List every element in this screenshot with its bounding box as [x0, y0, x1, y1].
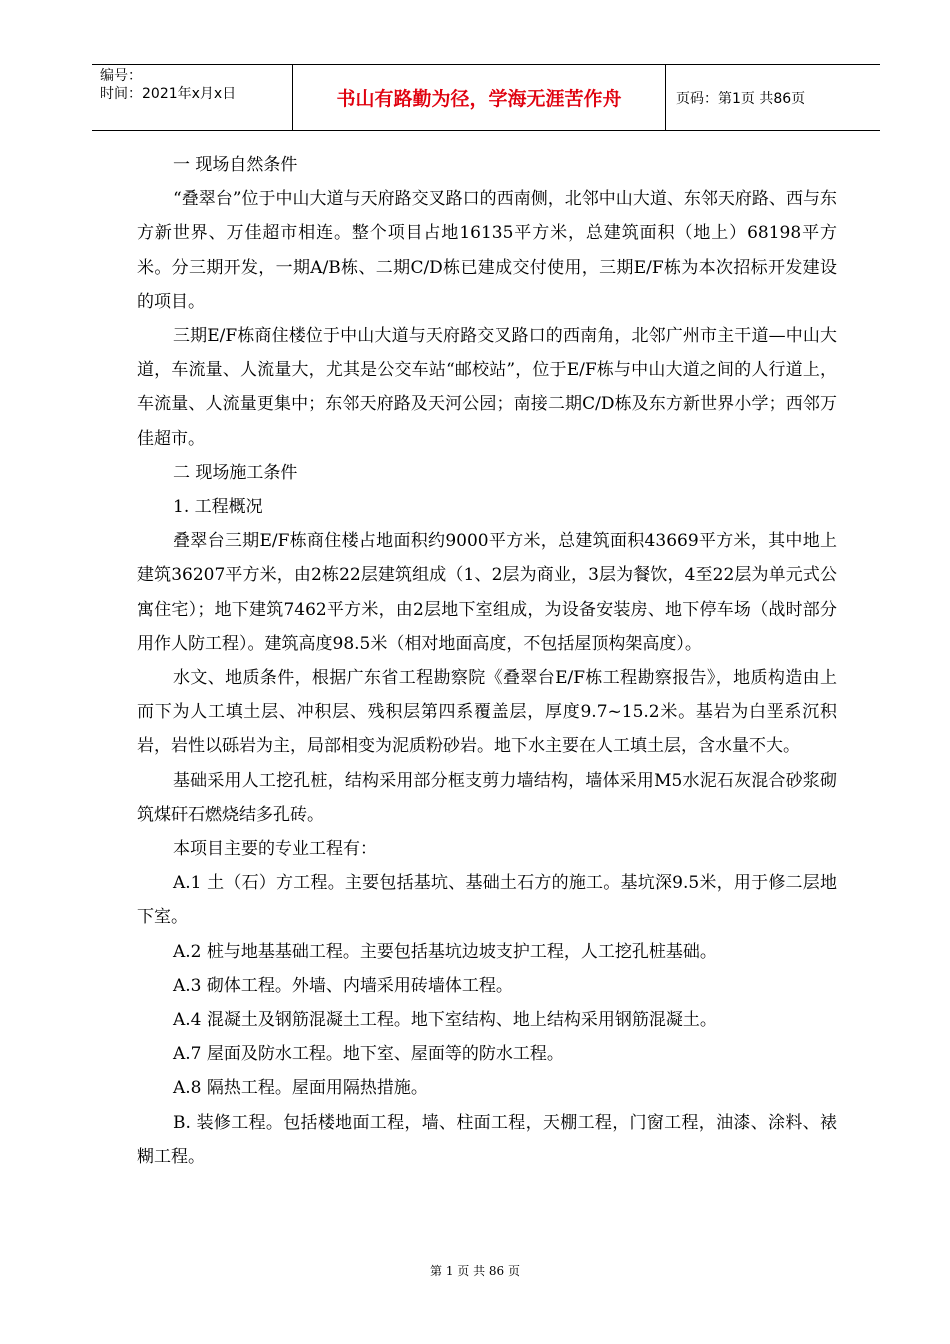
section-heading-natural-conditions: 一 现场自然条件	[173, 155, 298, 175]
document-number-label: 编号：	[100, 68, 142, 84]
paragraph: 水文、地质条件，根据广东省工程勘察院《叠翠台E/F栋工程勘察报告》，地质构造由上而下为人工填土层、冲积层、残积层第四系覆盖层，厚度9.7~15.2米。基岩为白垩系沉积岩，岩性以砾岩为主，局部相变为泥质粉砂岩。地下水主要在人工填土层，含水量不大。	[137, 668, 837, 757]
paragraph: 基础采用人工挖孔桩，结构采用部分框支剪力墙结构，墙体采用M5水泥石灰混合砂浆砌筑煤矸石燃烧结多孔砖。	[137, 770, 837, 825]
list-item: A.4 混凝土及钢筋混凝土工程。地下室结构、地上结构采用钢筋混凝土。	[173, 1010, 717, 1031]
page-footer: 第 1 页 共 86 页	[430, 1264, 520, 1278]
list-item: A.7 屋面及防水工程。地下室、屋面等的防水工程。	[173, 1044, 564, 1065]
document-body	[137, 148, 837, 1174]
document-time-label: 时间：2021年x月x日	[100, 86, 237, 102]
section-heading-construction-conditions: 二 现场施工条件	[173, 462, 298, 483]
list-item: A.2 桩与地基基础工程。主要包括基坑边坡支护工程，人工挖孔桩基础。	[173, 941, 717, 962]
list-item: B. 装修工程。包括楼地面工程，墙、柱面工程，天棚工程，门窗工程，油漆、涂料、裱糊工程。	[137, 1112, 837, 1167]
page-header	[92, 64, 880, 131]
paragraph: 本项目主要的专业工程有：	[173, 839, 377, 860]
paragraph: 三期E/F栋商住楼位于中山大道与天府路交叉路口的西南角，北邻广州市主干道—中山大道，车流量、人流量大，尤其是公交车站“邮校站”，位于E/F栋与中山大道之间的人行道上，车流量、人流量更集中；东邻天府路及天河公园；南接二期C/D栋及东方新世界小学；西邻万佳超市。	[137, 326, 837, 449]
paragraph: “叠翠台”位于中山大道与天府路交叉路口的西南侧，北邻中山大道、东邻天府路、西与东方新世界、万佳超市相连。整个项目占地16135平方米，总建筑面积（地上）68198平方米。分三期开发，一期A/B栋、二期C/D栋已建成交付使用，三期E/F栋为本次招标开发建设的项目。	[137, 189, 837, 312]
header-meta	[92, 65, 293, 130]
header-page-info: 页码：第1页 共86页	[676, 90, 806, 107]
paragraph: 叠翠台三期E/F栋商住楼占地面积约9000平方米，总建筑面积43669平方米，其中地上建筑36207平方米，由2栋22层建筑组成（1、2层为商业，3层为餐饮，4至22层为单元式公寓住宅）；地下建筑7462平方米，由2层地下室组成，为设备安装房、地下停车场（战时部分用作人防工程）。建筑高度98.5米（相对地面高度，不包括屋顶构架高度）。	[137, 531, 837, 654]
list-item: A.3 砌体工程。外墙、内墙采用砖墙体工程。	[173, 975, 513, 996]
list-item: A.1 土（石）方工程。主要包括基坑、基础土石方的施工。基坑深9.5米，用于修二层地下室。	[137, 873, 837, 928]
subsection-heading-overview: 1. 工程概况	[173, 497, 263, 518]
list-item: A.8 隔热工程。屋面用隔热措施。	[173, 1078, 428, 1099]
header-motto: 书山有路勤为径，学海无涯苦作舟	[293, 65, 666, 130]
